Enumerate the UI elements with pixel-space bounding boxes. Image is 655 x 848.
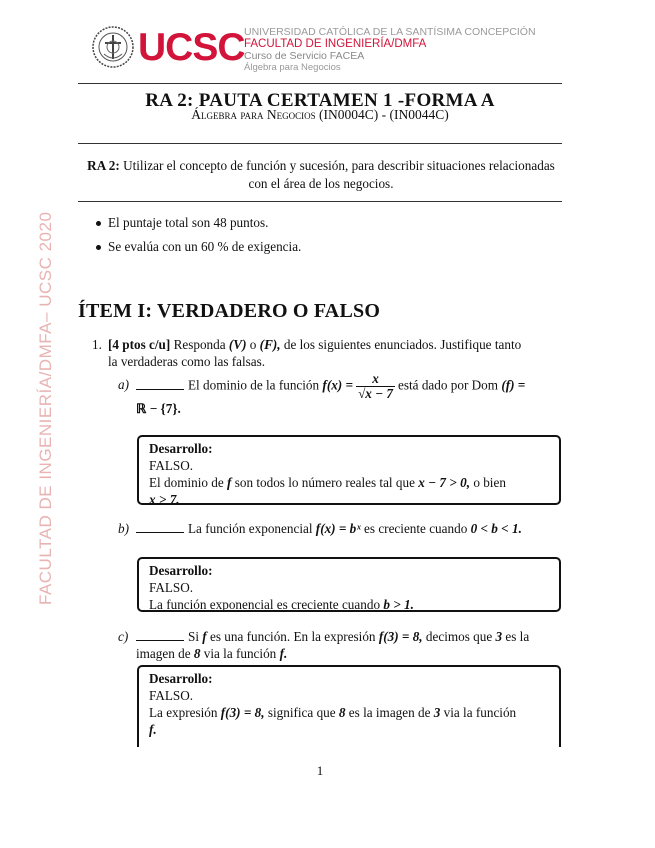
answer-blank[interactable]	[136, 379, 184, 390]
page-subtitle: Álgebra para Negocios (IN0004C) - (IN0044C)	[191, 107, 449, 122]
ra-text: Utilizar el concepto de función y sucesión, para describir situaciones relacionadas con el área de los negocios.	[123, 158, 555, 191]
item-letter: c)	[118, 629, 129, 644]
solution-box-a: Desarrollo: FALSO. El dominio de f son todos lo número reales tal que x − 7 > 0, o bien x > 7.	[137, 435, 561, 505]
outcome-rule	[78, 201, 562, 202]
fraction: $\frac{x}{√x - 7}$	[358, 371, 394, 401]
university-seal-icon	[92, 26, 134, 68]
header	[92, 26, 562, 82]
item-letter: b)	[118, 521, 129, 536]
ra-label: RA 2:	[87, 158, 120, 173]
header-info	[244, 26, 536, 74]
question-number: 1.	[92, 337, 102, 352]
ucsc-logo: UCSC	[138, 26, 245, 69]
document-page: FACULTAD DE INGENIERÍA/DMFA– UCSC 2020 UCSC UNIVERSIDAD CATÓLICA DE LA SANTÍSIMA CONCEPCIÓN FACULTAD DE INGENIERÍA/DMFA Curso de Servicio FACEA Álgebra para Negocios RA 2: PAUTA CERTAMEN 1 -FORMA A Álgebra para Negocios (IN0004C) - (IN0044C) RA 2: Utilizar el concepto de función y sucesión, para describir situaciones relacionadas con el área de los negocios. El puntaje total son 48 puntos. Se evalúa con un 60 % de exigencia. ÍTEM I: VERDADERO O FALSO 1. [4 ptos c/u] Responda (V) o (F), de los siguientes enunciados. Justifique tanto la verdaderas como las falsas. a) El dominio de la función f(x) = $\frac{x}{√x - 7}$ está dado por Dom (f) = ℝ − {7}. Desarrollo: FALSO. El dominio de f son todos lo número reales tal que x − 7 > 0, o bien x > 7. b) La función exponencial f(x) = bˣ es creciente cuando 0 < b < 1. Desarrollo: FALSO. La función exponencial es creciente cuando b > 1. c) Si f es una función. En la expresión f(3) = 8, decimos que 3 es la imagen de 8 via la función f. Desarrollo: FALSO. La expresión f(3) = 8, significa que 8 es la imagen de 3 via la función f. 1	[0, 0, 655, 848]
course-name: Curso de Servicio FACEA	[244, 50, 365, 62]
side-watermark	[0, 205, 60, 605]
question-text: [4 ptos c/u] Responda (V) o (F), de los siguientes enunciados. Justifique tanto la verdaderas como las falsas.	[108, 337, 522, 369]
watermark-text: FACULTAD DE INGENIERÍA/DMFA– UCSC 2020	[36, 211, 55, 605]
title-rule	[78, 143, 562, 144]
header-rule	[78, 83, 562, 84]
subject-name: Álgebra para Negocios	[244, 62, 341, 73]
bullet-icon	[96, 221, 101, 226]
instructions-list	[92, 214, 301, 262]
answer-blank[interactable]	[136, 630, 184, 641]
item-letter: a)	[118, 377, 129, 392]
answer-blank[interactable]	[136, 522, 184, 533]
list-item: Se evalúa con un 60 % de exigencia.	[92, 238, 301, 262]
solution-box-c: Desarrollo: FALSO. La expresión f(3) = 8, significa que 8 es la imagen de 3 via la función f.	[137, 665, 561, 747]
faculty-name: FACULTAD DE INGENIERÍA/DMFA	[244, 38, 427, 50]
page-title: RA 2: PAUTA CERTAMEN 1 -FORMA A	[145, 90, 495, 111]
university-name: UNIVERSIDAD CATÓLICA DE LA SANTÍSIMA CONCEPCIÓN	[244, 26, 536, 38]
solution-box-b: Desarrollo: FALSO. La función exponencial es creciente cuando b > 1.	[137, 557, 561, 612]
section-title: ÍTEM I: VERDADERO O FALSO	[78, 300, 381, 322]
bullet-icon	[96, 245, 101, 250]
page-number: 1	[316, 763, 324, 778]
list-item: El puntaje total son 48 puntos.	[92, 214, 301, 238]
learning-outcome	[78, 157, 564, 193]
